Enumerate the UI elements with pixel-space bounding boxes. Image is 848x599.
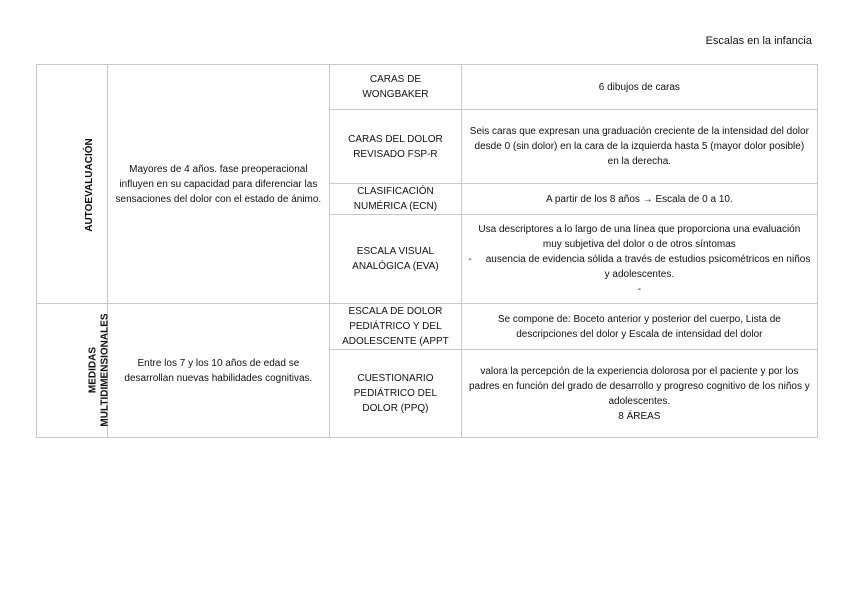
table-row <box>37 65 818 110</box>
detail-text: Usa descriptores a lo largo de una línea que proporciona una evaluación muy subjetiva del dolor o de otros síntomas <box>478 223 801 250</box>
detail-bullet-text: ausencia de evidencia sólida a través de estudios psicométricos en niños y adolescentes. <box>485 253 811 280</box>
scale-name-cell: CUESTIONARIO PEDIÁTRICO DEL DOLOR (PPQ) <box>330 350 462 438</box>
pain-scales-table <box>36 64 818 438</box>
category-label-line2: MULTIDIMENSIONALES <box>99 313 111 427</box>
scale-name-cell: CARAS DE WONGBAKER <box>330 65 462 110</box>
scale-name-cell: CLASIFICACIÓN NUMÉRICA (ECN) <box>330 184 462 215</box>
scale-detail-cell <box>461 350 817 438</box>
detail-text: valora la percepción de la experiencia dolorosa por el paciente y por los padres en función del grado de desarrollo y progreso cognitivo de los niños y adolescentes. <box>468 365 810 407</box>
detail-bullet-item <box>468 252 811 282</box>
document-header-title: Escalas en la infancia <box>705 35 812 47</box>
scale-name-cell: ESCALA VISUAL ANALÓGICA (EVA) <box>330 215 462 304</box>
detail-extra-text: 8 ÁREAS <box>618 410 661 422</box>
scale-detail-cell: 6 dibujos de caras <box>461 65 817 110</box>
scale-detail-cell: Seis caras que expresan una graduación creciente de la intensidad del dolor desde 0 (sin dolor) en la cara de la izquierda hasta 5 (mayor dolor posible) en la derecha. <box>461 110 817 184</box>
bullet-marker: - <box>468 253 472 265</box>
scale-detail-cell: A partir de los 8 años → Escala de 0 a 10. <box>461 184 817 215</box>
category-label-line1: MEDIDAS <box>87 346 99 394</box>
table-row <box>37 304 818 350</box>
age-description-cell: Entre los 7 y los 10 años de edad se desarrollan nuevas habilidades cognitivas. <box>107 304 330 438</box>
age-description-cell: Mayores de 4 años. fase preoperacional influyen en su capacidad para diferenciar las sensaciones del dolor con el estado de ánimo. <box>107 65 330 304</box>
category-cell-autoevaluacion <box>37 65 108 304</box>
category-label <box>88 313 112 426</box>
scale-detail-cell <box>461 215 817 304</box>
scale-name-cell: ESCALA DE DOLOR PEDIÁTRICO Y DEL ADOLESCENTE (APPT <box>330 304 462 350</box>
scale-name-cell: CARAS DEL DOLOR REVISADO FSP-R <box>330 110 462 184</box>
detail-trailing-marker: - <box>637 283 642 295</box>
scale-detail-cell: Se compone de: Boceto anterior y posterior del cuerpo, Lista de descripciones del dolor y Escala de intensidad del dolor <box>461 304 817 350</box>
category-cell-medidas-multidimensionales <box>37 304 111 438</box>
category-label: AUTOEVALUACIÓN <box>83 137 95 232</box>
